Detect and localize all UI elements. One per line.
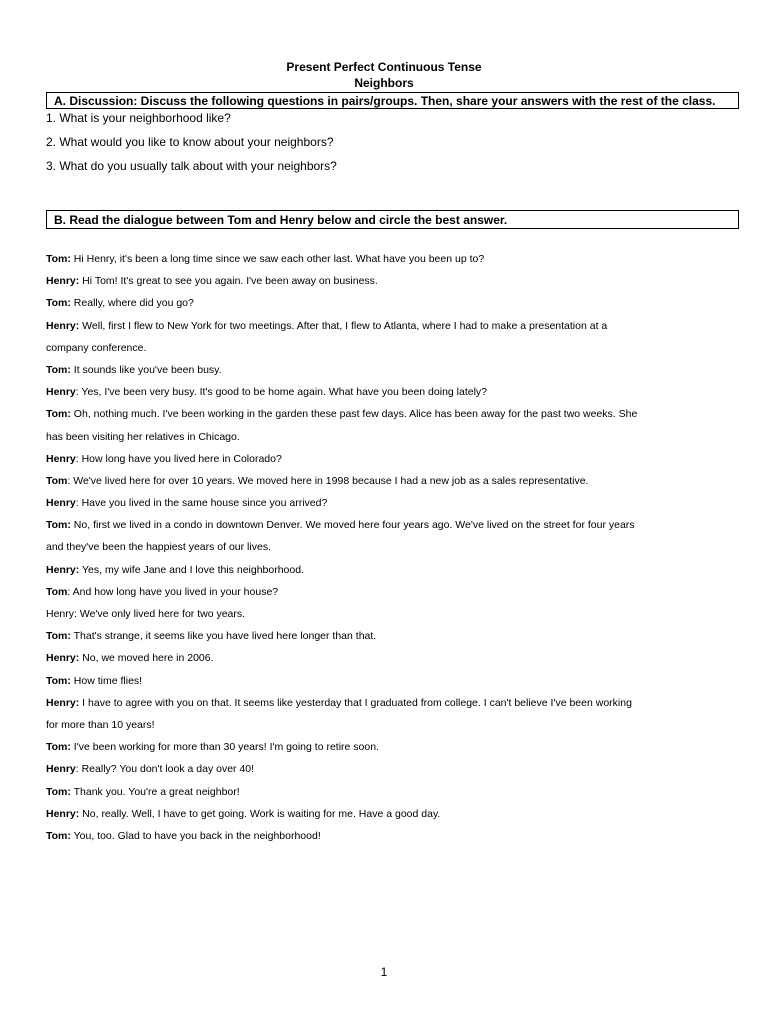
speaker-label: Henry: [46, 497, 76, 510]
speaker-label: Tom:: [46, 630, 71, 643]
dialogue-text: I have to agree with you on that. It seems like yesterday that I graduated from college. I can't believe I've been working: [79, 696, 632, 709]
dialogue-text: company conference.: [46, 341, 147, 354]
dialogue-text: and they've been the happiest years of our lives.: [46, 541, 271, 554]
dialogue-line: [46, 825, 746, 847]
speaker-label: Tom: [46, 474, 68, 487]
dialogue-line: [46, 581, 746, 603]
dialogue-text: Really, where did you go?: [70, 297, 194, 310]
dialogue-text: That's strange, it seems like you have lived here longer than that.: [70, 630, 377, 643]
document-subtitle: Neighbors: [354, 76, 414, 90]
dialogue-line: [46, 603, 746, 625]
dialogue-text: No, really. Well, I have to get going. Work is waiting for me. Have a good day.: [79, 807, 441, 820]
dialogue-line: [46, 426, 746, 448]
dialogue-text: Henry: We've only lived here for two years.: [46, 608, 246, 620]
dialogue-text: : Yes, I've been very busy. It's good to be home again. What have you been doing lately?: [75, 386, 488, 399]
dialogue-text: : How long have you lived here in Colorado?: [75, 452, 282, 465]
speaker-label: Henry: [46, 452, 76, 465]
dialogue-line: [46, 270, 746, 292]
dialogue-text: I've been working for more than 30 years! I'm going to retire soon.: [70, 741, 379, 754]
speaker-label: Tom:: [46, 829, 71, 842]
speaker-label: Tom:: [46, 408, 71, 421]
section-b-heading: B. Read the dialogue between Tom and Henry below and circle the best answer.: [46, 210, 739, 229]
dialogue-line: [46, 714, 746, 736]
dialogue-line: [46, 781, 746, 803]
dialogue-line: [46, 536, 746, 558]
discussion-question-1: 1. What is your neighborhood like?: [46, 111, 231, 125]
section-a-heading: A. Discussion: Discuss the following questions in pairs/groups. Then, share your answers with the rest of the class.: [46, 92, 739, 109]
dialogue-text: : Have you lived in the same house since you arrived?: [75, 497, 328, 510]
dialogue-line: [46, 692, 746, 714]
speaker-label: Henry:: [46, 807, 80, 820]
dialogue-line: [46, 248, 746, 270]
dialogue-text: You, too. Glad to have you back in the neighborhood!: [70, 829, 321, 842]
dialogue-line: [46, 337, 746, 359]
dialogue-text: Oh, nothing much. I've been working in the garden these past few days. Alice has been away for the past two weeks. She: [70, 408, 638, 421]
dialogue-line: [46, 359, 746, 381]
speaker-label: Henry: [46, 763, 76, 776]
dialogue-text: Thank you. You're a great neighbor!: [70, 785, 240, 798]
dialogue-line: [46, 736, 746, 758]
dialogue-text: Hi Henry, it's been a long time since we saw each other last. What have you been up to?: [70, 253, 485, 265]
speaker-label: Henry:: [46, 563, 80, 576]
speaker-label: Henry:: [46, 696, 80, 709]
dialogue-line: [46, 315, 746, 337]
dialogue-text: for more than 10 years!: [46, 718, 155, 731]
speaker-label: Tom:: [46, 519, 71, 532]
dialogue-line: [46, 803, 746, 825]
dialogue-line: [46, 647, 746, 669]
speaker-label: Tom:: [46, 363, 71, 376]
dialogue-line: [46, 448, 746, 470]
dialogue-text: Yes, my wife Jane and I love this neighborhood.: [79, 563, 304, 576]
dialogue-text: It sounds like you've been busy.: [70, 363, 222, 376]
dialogue-text: No, we moved here in 2006.: [79, 652, 214, 665]
speaker-label: Tom:: [46, 674, 71, 687]
dialogue-line: [46, 470, 746, 492]
discussion-question-3: 3. What do you usually talk about with your neighbors?: [46, 159, 337, 173]
dialogue-line: [46, 403, 746, 425]
dialogue-line: [46, 758, 746, 780]
dialogue-text: Hi Tom! It's great to see you again. I've been away on business.: [79, 275, 378, 288]
dialogue-text: : Really? You don't look a day over 40!: [75, 763, 255, 776]
speaker-label: Tom:: [46, 253, 71, 265]
dialogue-line: [46, 514, 746, 536]
speaker-label: Henry:: [46, 275, 80, 288]
speaker-label: Tom: [46, 585, 68, 598]
speaker-label: Henry:: [46, 319, 80, 332]
dialogue-text: : We've lived here for over 10 years. We moved here in 1998 because I had a new job as a sales representative.: [67, 474, 589, 487]
speaker-label: Henry:: [46, 652, 80, 665]
dialogue-text: Well, first I flew to New York for two meetings. After that, I flew to Atlanta, where I had to make a presentation at a: [79, 319, 608, 332]
dialogue-line: [46, 625, 746, 647]
dialogue-text: has been visiting her relatives in Chicago.: [46, 430, 240, 443]
document-title: Present Perfect Continuous Tense: [286, 60, 482, 74]
speaker-label: Tom:: [46, 741, 71, 754]
dialogue-text: : And how long have you lived in your house?: [67, 585, 279, 598]
page-number: 1: [380, 965, 388, 979]
speaker-label: Tom:: [46, 785, 71, 798]
dialogue-line: [46, 559, 746, 581]
dialogue: [46, 248, 746, 847]
dialogue-text: How time flies!: [70, 674, 143, 687]
dialogue-line: [46, 292, 746, 314]
speaker-label: Henry: [46, 386, 76, 399]
dialogue-line: [46, 492, 746, 514]
dialogue-line: [46, 381, 746, 403]
discussion-question-2: 2. What would you like to know about your neighbors?: [46, 135, 334, 149]
dialogue-line: [46, 670, 746, 692]
speaker-label: Tom:: [46, 297, 71, 310]
dialogue-text: No, first we lived in a condo in downtown Denver. We moved here four years ago. We've lived on the street for four years: [70, 519, 635, 532]
